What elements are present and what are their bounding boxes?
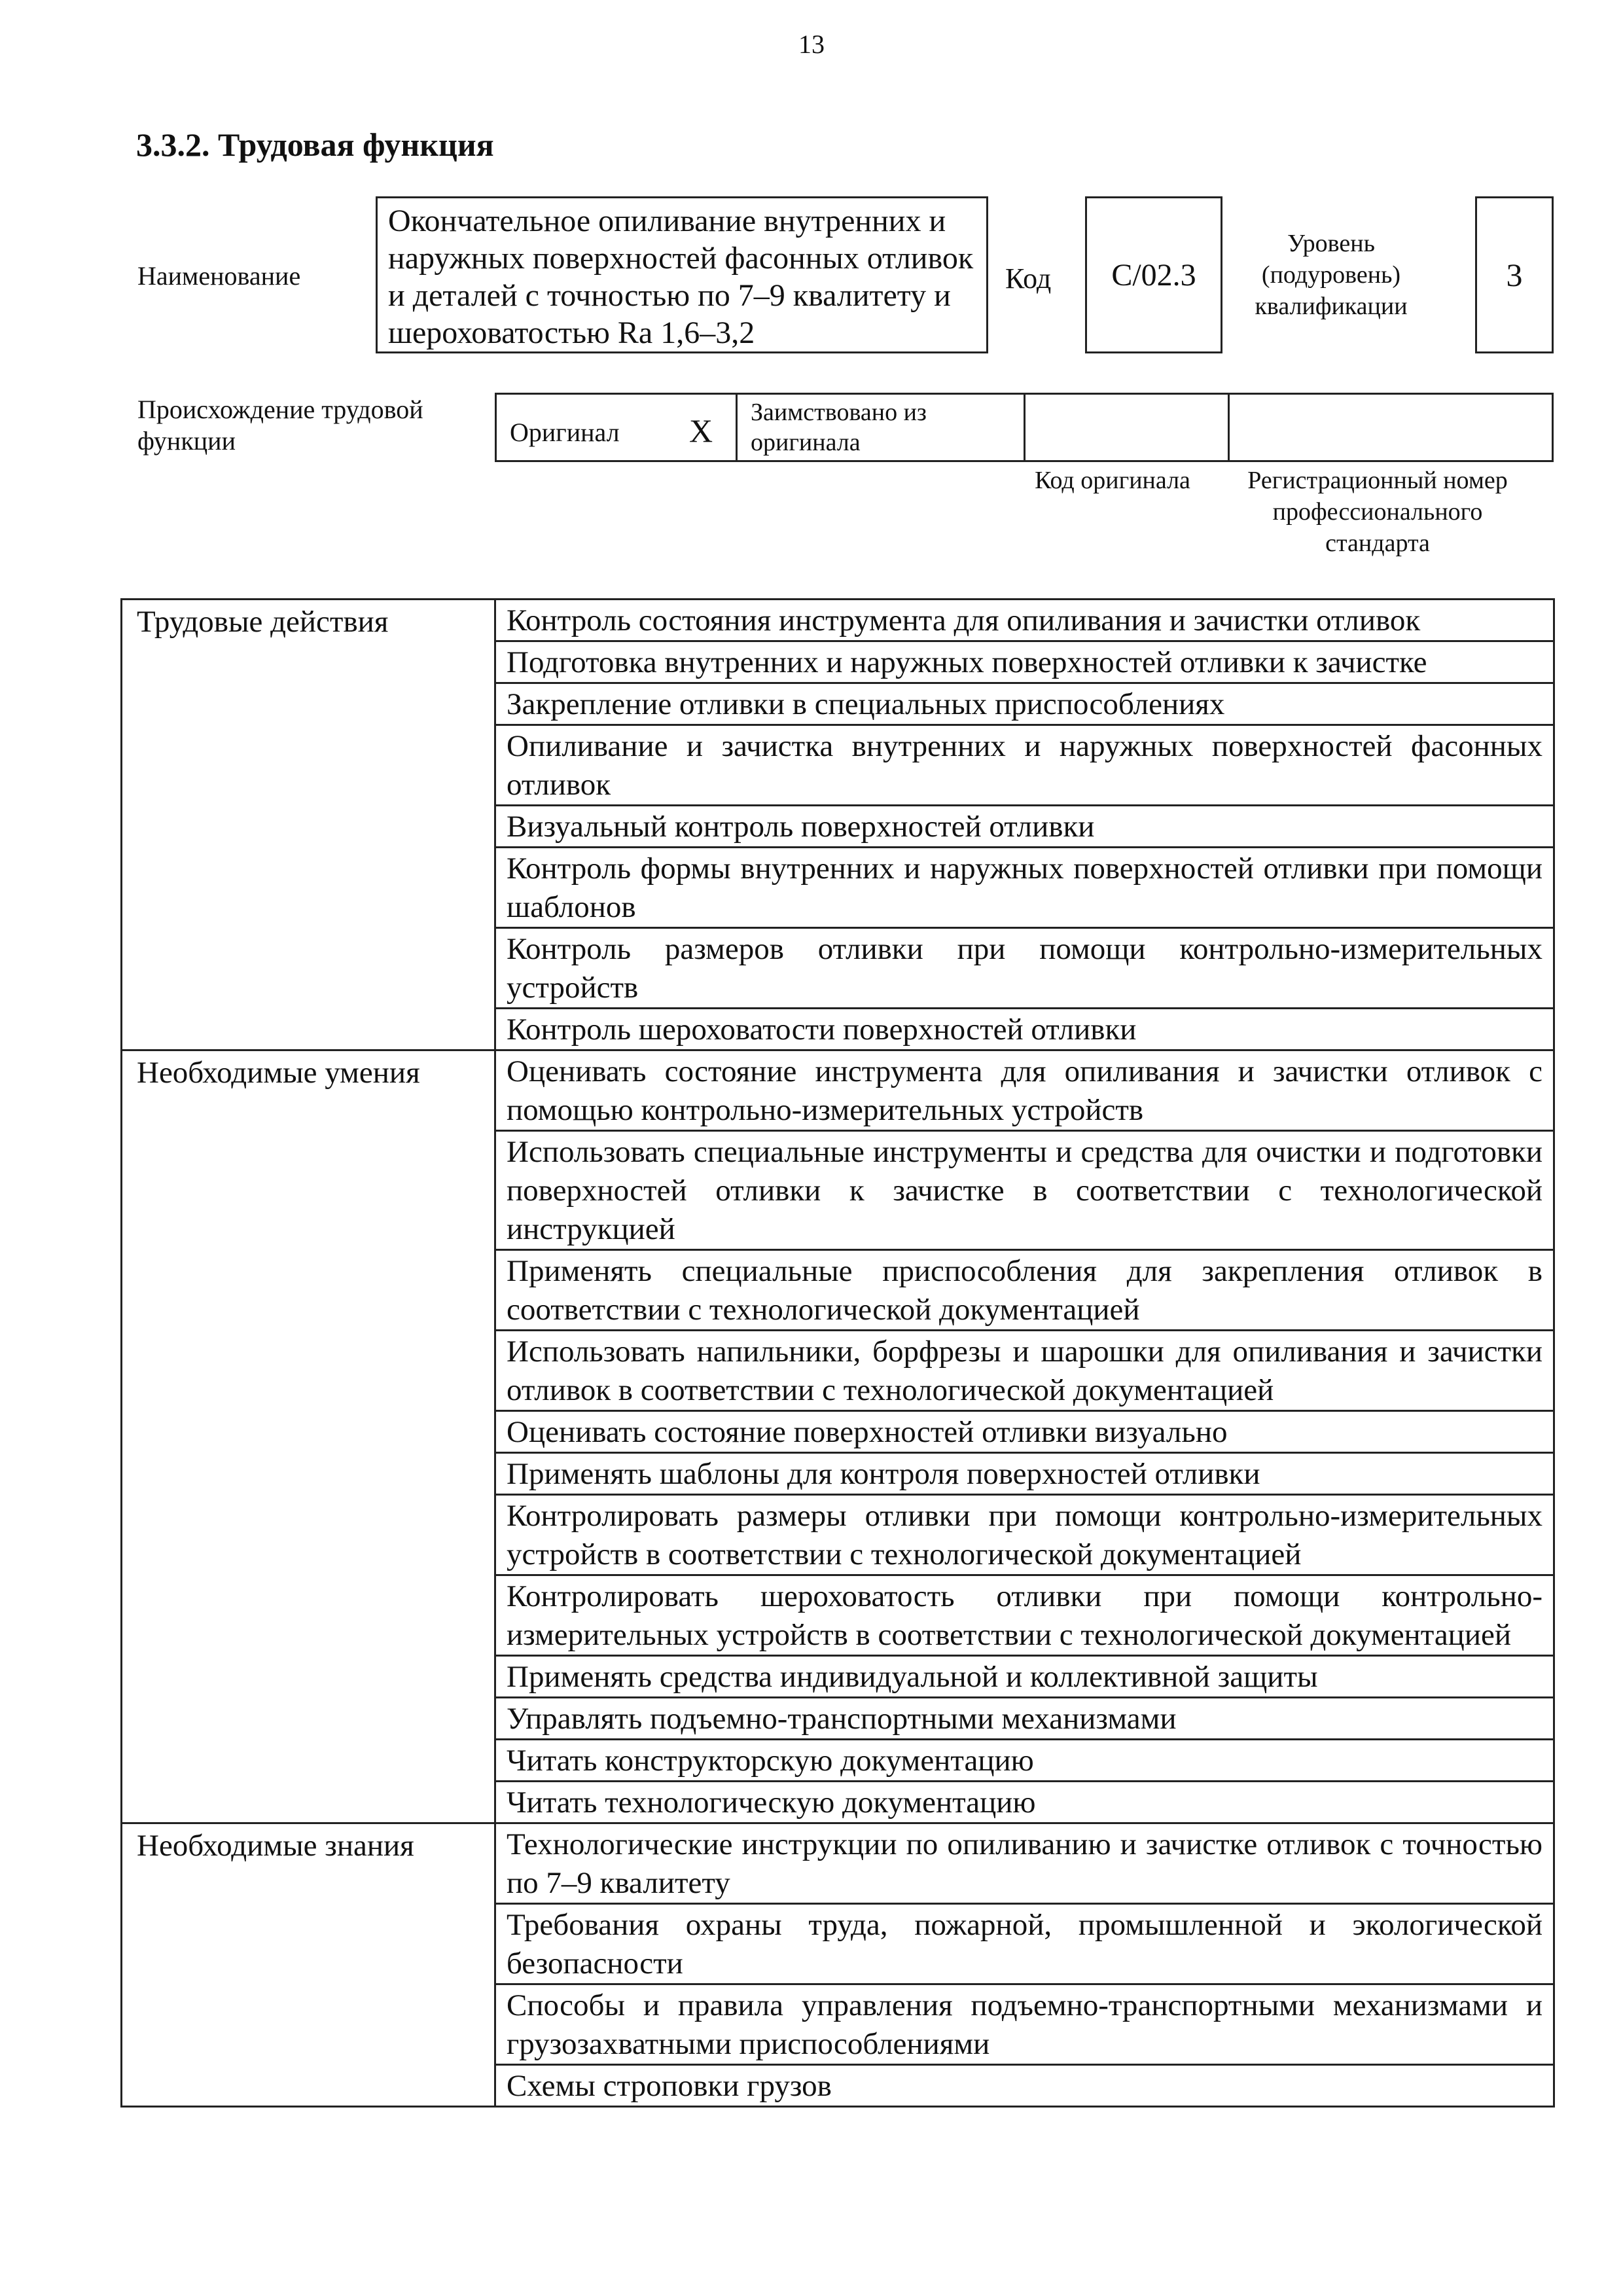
item-cell: Способы и правила управления подъемно-транспортными механизмами и грузозахватными приспособлениями xyxy=(495,1984,1554,2065)
item-cell: Использовать напильники, борфрезы и шарошки для опиливания и зачистки отливок в соответствии с технологической документацией xyxy=(495,1331,1554,1411)
item-cell: Требования охраны труда, пожарной, промышленной и экологической безопасности xyxy=(495,1904,1554,1984)
original-code-cell xyxy=(1026,395,1230,460)
item-cell: Контролировать размеры отливки при помощи контрольно-измерительных устройств в соответствии с технологической документацией xyxy=(495,1495,1554,1575)
function-name-box: Окончательное опиливание внутренних и наружных поверхностей фасонных отливок и деталей с точностью по 7–9 квалитету и шероховатостью Ra 1,6–3,2 xyxy=(376,196,988,353)
item-cell: Управлять подъемно-транспортными механизмами xyxy=(495,1698,1554,1740)
origin-original-cell xyxy=(497,395,738,460)
category-cell: Необходимые умения xyxy=(122,1050,495,1823)
section-title: 3.3.2. Трудовая функция xyxy=(136,126,494,163)
level-box xyxy=(1475,196,1554,353)
item-cell: Схемы строповки грузов xyxy=(495,2065,1554,2107)
item-cell: Контроль формы внутренних и наружных поверхностей отливки при помощи шаблонов xyxy=(495,848,1554,928)
code-label: Код xyxy=(1005,262,1052,295)
original-mark: X xyxy=(689,412,713,449)
item-cell: Контроль шероховатости поверхностей отливки xyxy=(495,1009,1554,1050)
level-label: Уровень (подуровень) квалификации xyxy=(1255,230,1408,320)
item-cell: Использовать специальные инструменты и средства для очистки и подготовки поверхностей отливки к зачистке в соответствии с технологической инструкцией xyxy=(495,1131,1554,1250)
name-label: Наименование xyxy=(137,261,301,291)
reg-number-caption: Регистрационный номер профессионального стандарта xyxy=(1247,467,1508,557)
item-cell: Опиливание и зачистка внутренних и наружных поверхностей фасонных отливок xyxy=(495,725,1554,806)
item-cell: Читать технологическую документацию xyxy=(495,1782,1554,1823)
competency-table xyxy=(120,598,1555,2108)
item-cell: Визуальный контроль поверхностей отливки xyxy=(495,806,1554,848)
original-label: Оригинал xyxy=(510,418,620,447)
item-cell: Контролировать шероховатость отливки при помощи контрольно-измерительных устройств в соответствии с технологической документацией xyxy=(495,1575,1554,1656)
item-cell: Применять средства индивидуальной и коллективной защиты xyxy=(495,1656,1554,1698)
code-original-caption: Код оригинала xyxy=(1035,467,1190,494)
item-cell: Контроль состояния инструмента для опиливания и зачистки отливок xyxy=(495,600,1554,641)
borrowed-label: Заимствовано из оригинала xyxy=(738,395,1026,460)
origin-label: Происхождение трудовой функции xyxy=(137,395,423,456)
category-cell: Необходимые знания xyxy=(122,1823,495,2107)
page-number: 13 xyxy=(798,29,825,59)
item-cell: Контроль размеров отливки при помощи контрольно-измерительных устройств xyxy=(495,928,1554,1009)
table-row xyxy=(122,600,1554,641)
category-cell: Трудовые действия xyxy=(122,600,495,1050)
item-cell: Применять шаблоны для контроля поверхностей отливки xyxy=(495,1453,1554,1495)
item-cell: Применять специальные приспособления для закрепления отливок в соответствии с технологической документацией xyxy=(495,1250,1554,1331)
table-row xyxy=(122,1050,1554,1131)
reg-number-cell xyxy=(1230,395,1552,460)
item-cell: Закрепление отливки в специальных приспособлениях xyxy=(495,683,1554,725)
item-cell: Оценивать состояние инструмента для опиливания и зачистки отливок с помощью контрольно-измерительных устройств xyxy=(495,1050,1554,1131)
item-cell: Читать конструкторскую документацию xyxy=(495,1740,1554,1782)
level-value: 3 xyxy=(1506,257,1523,293)
code-value: С/02.3 xyxy=(1111,257,1196,293)
origin-table xyxy=(495,393,1554,462)
item-cell: Технологические инструкции по опиливанию и зачистке отливок с точностью по 7–9 квалитету xyxy=(495,1823,1554,1904)
item-cell: Оценивать состояние поверхностей отливки визуально xyxy=(495,1411,1554,1453)
item-cell: Подготовка внутренних и наружных поверхностей отливки к зачистке xyxy=(495,641,1554,683)
code-box xyxy=(1085,196,1222,353)
table-row xyxy=(122,1823,1554,1904)
